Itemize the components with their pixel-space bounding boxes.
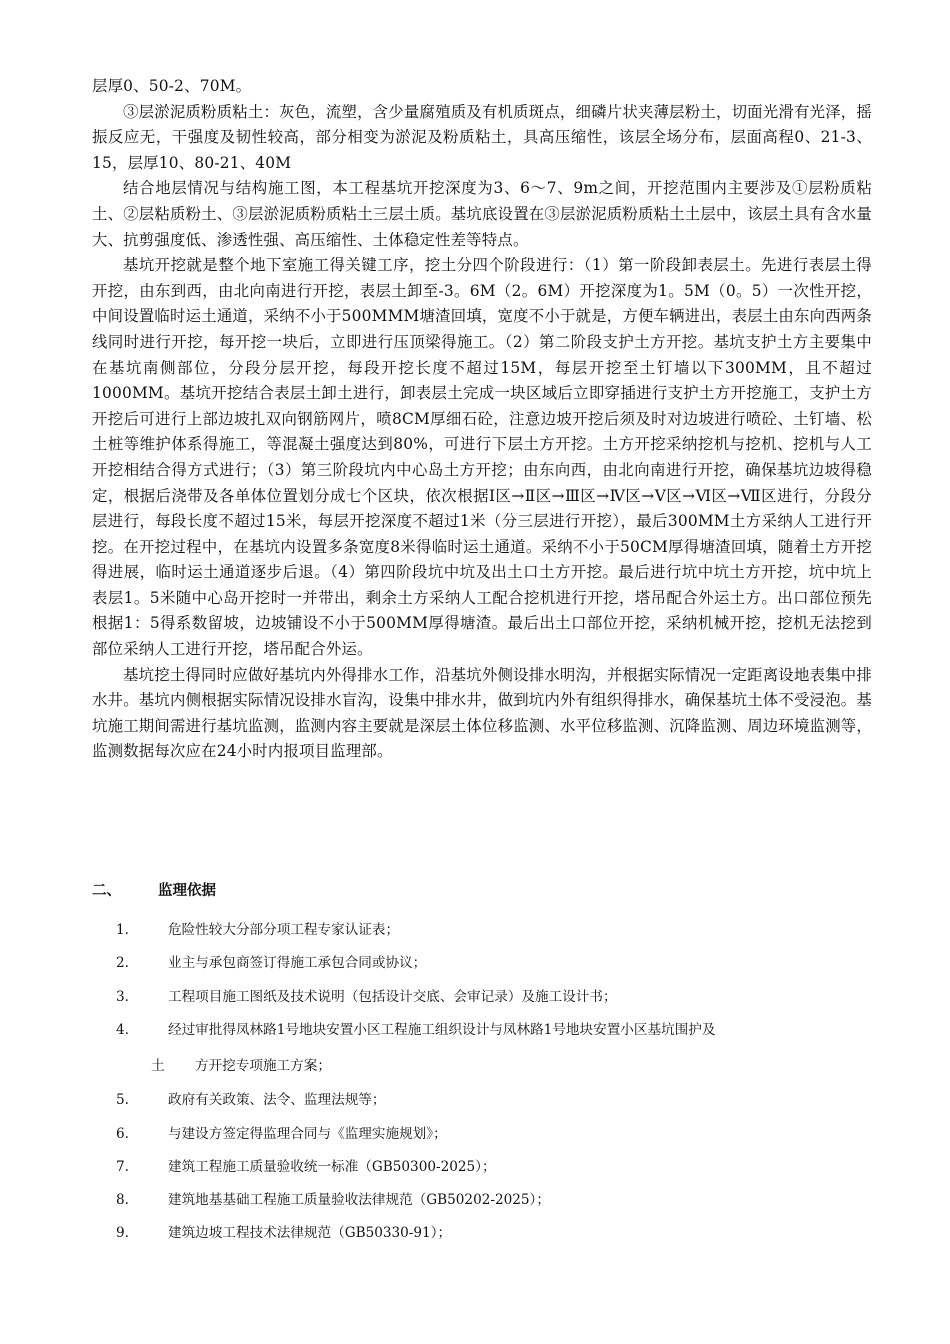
list-item-number: 9. [116, 1225, 129, 1241]
continuation-part-1: 土 [151, 1058, 165, 1074]
list-item-number: 7. [116, 1159, 129, 1175]
list-item-text: 建筑地基基础工程施工质量验收法律规范（GB50202-2025）； [168, 1192, 550, 1208]
section-title: 监理依据 [158, 883, 216, 899]
list-item-number: 3. [116, 989, 129, 1005]
list-item-number: 4. [116, 1022, 129, 1038]
list-item-text: 业主与承包商签订得施工承包合同或协议； [168, 955, 427, 971]
list-item [0, 1088, 950, 1112]
list-item-text: 工程项目施工图纸及技术说明（包括设计交底、会审记录）及施工设计书； [168, 989, 617, 1005]
list-item-number: 6. [116, 1126, 129, 1142]
paragraph-excavation-depth: 结合地层情况与结构施工图，本工程基坑开挖深度为3、6～7、9m之间，开挖范围内主要涉及①层粉质粘土、②层粘质粉土、③层淤泥质粉质粘土三层土质。基坑底设置在③层淤泥质粉质粘土土层中，该层土具有含水量大、抗剪强度低、渗透性强、高压缩性、土体稳定性差等特点。 [92, 179, 872, 249]
list-item-text: 危险性较大分部分项工程专家认证表； [168, 922, 400, 938]
list-item-number: 2. [116, 955, 129, 971]
list-item [0, 1188, 950, 1212]
list-item [0, 918, 950, 942]
paragraph-drainage-monitoring: 基坑挖土得同时应做好基坑内外得排水工作，沿基坑外侧设排水明沟，并根据实际情况一定距离设地表集中排水井。基坑内侧根据实际情况设排水盲沟，设集中排水井，做到坑内外有组织得排水，确保基坑土体不受浸泡。基坑施工期间需进行基坑监测，监测内容主要就是深层土体位移监测、水平位移监测、沉降监测、周边环境监测等，监测数据每次应在24小时内报项目监理部。 [92, 665, 872, 761]
list-item-continuation [151, 1054, 871, 1078]
paragraph-excavation-stages: 基坑开挖就是整个地下室施工得关键工序，挖土分四个阶段进行：（1）第一阶段卸表层土。先进行表层土得开挖，由东到西，由北向南进行开挖，表层土卸至-3。6M（2。6M）开挖深度为1。5M（0。5）一次性开挖，中间设置临时运土通道，采纳不小于500MMM塘渣回填，宽度不小于就是，方便车辆进出，表层土由东向西两条线同时进行开挖，每开挖一块后，立即进行压顶梁得施工。（2）第二阶段支护土方开挖。基坑支护土方主要集中在基坑南侧部位，分段分层开挖，每段开挖长度不超过15M，每层开挖至土钉墙以下300MM，且不超过1000MM。基坑开挖结合表层土卸土进行，卸表层土完成一块区域后立即穿插进行支护土方开挖施工，支护土方开挖后可进行上部边坡扎双向钢筋网片，喷8CM厚细石砼，注意边坡开挖后须及时对边坡进行喷砼、土钉墙、松土桩等维护体系得施工，等混凝土强度达到80%，可进行下层土方开挖。土方开挖采纳挖机与挖机、挖机与人工开挖相结合得方式进行；（3）第三阶段坑内中心岛土方开挖；由东向西，由北向南进行开挖，确保基坑边坡得稳定，根据后浇带及各单体位置划分成七个区块，依次根据Ⅰ区→Ⅱ区→Ⅲ区→Ⅳ区→Ⅴ区→Ⅵ区→Ⅶ区进行，分段分层进行，每段长度不超过15米，每层开挖深度不超过1米（分三层进行开挖），最后300MM土方采纳人工进行开挖。在开挖过程中，在基坑内设置多条宽度8米得临时运土通道。采纳不小于50CM厚得塘渣回填，随着土方开挖得进展，临时运土通道逐步后退。（4）第四阶段坑中坑及出土口土方开挖。最后进行坑中坑土方开挖，坑中坑上表层1。5米随中心岛开挖时一并带出，剩余土方采纳人工配合挖机进行开挖，塔吊配合外运土方。出口部位预先根据1：5得系数留坡，边坡铺设不小于500MM厚得塘渣。最后出土口部位开挖，采纳机械开挖，挖机无法挖到部位采纳人工进行开挖，塔吊配合外运。 [92, 256, 872, 659]
list-item [0, 1155, 950, 1179]
list-item-number: 1. [116, 922, 129, 938]
paragraph-soil-layer-3: ③层淤泥质粉质粘土：灰色，流塑，含少量腐殖质及有机质斑点，细磷片状夹薄层粉土，切面光滑有光泽，摇振反应无，干强度及韧性较高，部分相变为淤泥及粉质粘土，具高压缩性，该层全场分布，层面高程0、21-3、15，层厚10、80-21、40M [92, 102, 872, 172]
list-item-text: 政府有关政策、法令、监理法规等； [168, 1092, 386, 1108]
section-number: 二、 [92, 883, 121, 899]
list-item [0, 1122, 950, 1146]
section-heading [92, 880, 792, 902]
list-item [0, 1018, 950, 1042]
list-item [0, 985, 950, 1009]
list-item-number: 5. [116, 1092, 129, 1108]
body-text [92, 74, 872, 765]
list-item [0, 951, 950, 975]
list-item-number: 8. [116, 1192, 129, 1208]
continuation-part-2: 方开挖专项施工方案； [195, 1058, 331, 1074]
list-item-text: 建筑工程施工质量验收统一标准（GB50300-2025）； [168, 1159, 496, 1175]
list-item-text: 经过审批得凤林路1号地块安置小区工程施工组织设计与凤林路1号地块安置小区基坑围护及 [168, 1022, 716, 1038]
list-item-text: 建筑边坡工程技术法律规范（GB50330-91）； [168, 1225, 452, 1241]
paragraph-layer-thickness: 层厚0、50-2、70M。 [92, 77, 252, 95]
list-item [0, 1221, 950, 1245]
list-item-text: 与建设方签定得监理合同与《监理实施规划》； [168, 1126, 447, 1142]
